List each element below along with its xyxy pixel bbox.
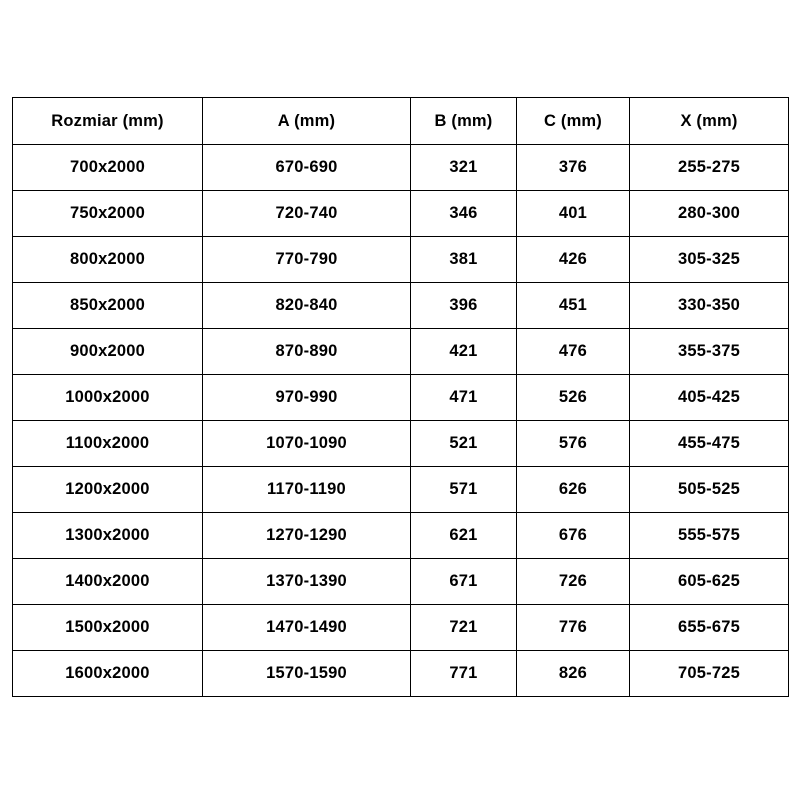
cell-a: 1370-1390	[203, 559, 411, 605]
cell-x: 455-475	[630, 421, 789, 467]
cell-x: 305-325	[630, 237, 789, 283]
cell-x: 405-425	[630, 375, 789, 421]
cell-rozmiar: 1500x2000	[13, 605, 203, 651]
table-row	[13, 237, 789, 283]
column-header-b: B (mm)	[411, 98, 517, 145]
table-row	[13, 421, 789, 467]
cell-a: 820-840	[203, 283, 411, 329]
column-header-a: A (mm)	[203, 98, 411, 145]
column-header-rozmiar: Rozmiar (mm)	[13, 98, 203, 145]
cell-rozmiar: 1600x2000	[13, 651, 203, 697]
cell-a: 1570-1590	[203, 651, 411, 697]
cell-rozmiar: 1200x2000	[13, 467, 203, 513]
cell-a: 720-740	[203, 191, 411, 237]
size-table-container	[12, 97, 788, 697]
cell-c: 376	[517, 145, 630, 191]
cell-b: 321	[411, 145, 517, 191]
cell-b: 381	[411, 237, 517, 283]
cell-b: 571	[411, 467, 517, 513]
cell-x: 330-350	[630, 283, 789, 329]
cell-rozmiar: 800x2000	[13, 237, 203, 283]
cell-rozmiar: 850x2000	[13, 283, 203, 329]
cell-b: 521	[411, 421, 517, 467]
cell-c: 626	[517, 467, 630, 513]
cell-rozmiar: 700x2000	[13, 145, 203, 191]
cell-b: 396	[411, 283, 517, 329]
cell-c: 401	[517, 191, 630, 237]
cell-a: 870-890	[203, 329, 411, 375]
column-header-c: C (mm)	[517, 98, 630, 145]
cell-x: 655-675	[630, 605, 789, 651]
cell-b: 771	[411, 651, 517, 697]
table-row	[13, 651, 789, 697]
table-row	[13, 467, 789, 513]
cell-c: 526	[517, 375, 630, 421]
cell-rozmiar: 1300x2000	[13, 513, 203, 559]
table-header-row	[13, 98, 789, 145]
table-row	[13, 191, 789, 237]
cell-b: 471	[411, 375, 517, 421]
cell-b: 346	[411, 191, 517, 237]
table-row	[13, 329, 789, 375]
cell-a: 1270-1290	[203, 513, 411, 559]
cell-c: 576	[517, 421, 630, 467]
cell-c: 676	[517, 513, 630, 559]
cell-x: 355-375	[630, 329, 789, 375]
cell-rozmiar: 1400x2000	[13, 559, 203, 605]
table-header	[13, 98, 789, 145]
cell-a: 1070-1090	[203, 421, 411, 467]
cell-c: 451	[517, 283, 630, 329]
cell-c: 776	[517, 605, 630, 651]
table-row	[13, 559, 789, 605]
cell-a: 770-790	[203, 237, 411, 283]
cell-rozmiar: 900x2000	[13, 329, 203, 375]
cell-x: 605-625	[630, 559, 789, 605]
cell-c: 726	[517, 559, 630, 605]
cell-c: 426	[517, 237, 630, 283]
cell-c: 826	[517, 651, 630, 697]
cell-rozmiar: 750x2000	[13, 191, 203, 237]
cell-b: 671	[411, 559, 517, 605]
size-table	[12, 97, 789, 697]
cell-x: 505-525	[630, 467, 789, 513]
column-header-x: X (mm)	[630, 98, 789, 145]
cell-x: 280-300	[630, 191, 789, 237]
cell-rozmiar: 1100x2000	[13, 421, 203, 467]
cell-b: 621	[411, 513, 517, 559]
table-row	[13, 605, 789, 651]
cell-x: 555-575	[630, 513, 789, 559]
cell-b: 721	[411, 605, 517, 651]
cell-x: 705-725	[630, 651, 789, 697]
table-row	[13, 375, 789, 421]
cell-a: 670-690	[203, 145, 411, 191]
cell-c: 476	[517, 329, 630, 375]
table-body	[13, 145, 789, 697]
cell-a: 1170-1190	[203, 467, 411, 513]
table-row	[13, 283, 789, 329]
table-row	[13, 513, 789, 559]
cell-x: 255-275	[630, 145, 789, 191]
cell-rozmiar: 1000x2000	[13, 375, 203, 421]
cell-a: 1470-1490	[203, 605, 411, 651]
cell-a: 970-990	[203, 375, 411, 421]
cell-b: 421	[411, 329, 517, 375]
table-row	[13, 145, 789, 191]
